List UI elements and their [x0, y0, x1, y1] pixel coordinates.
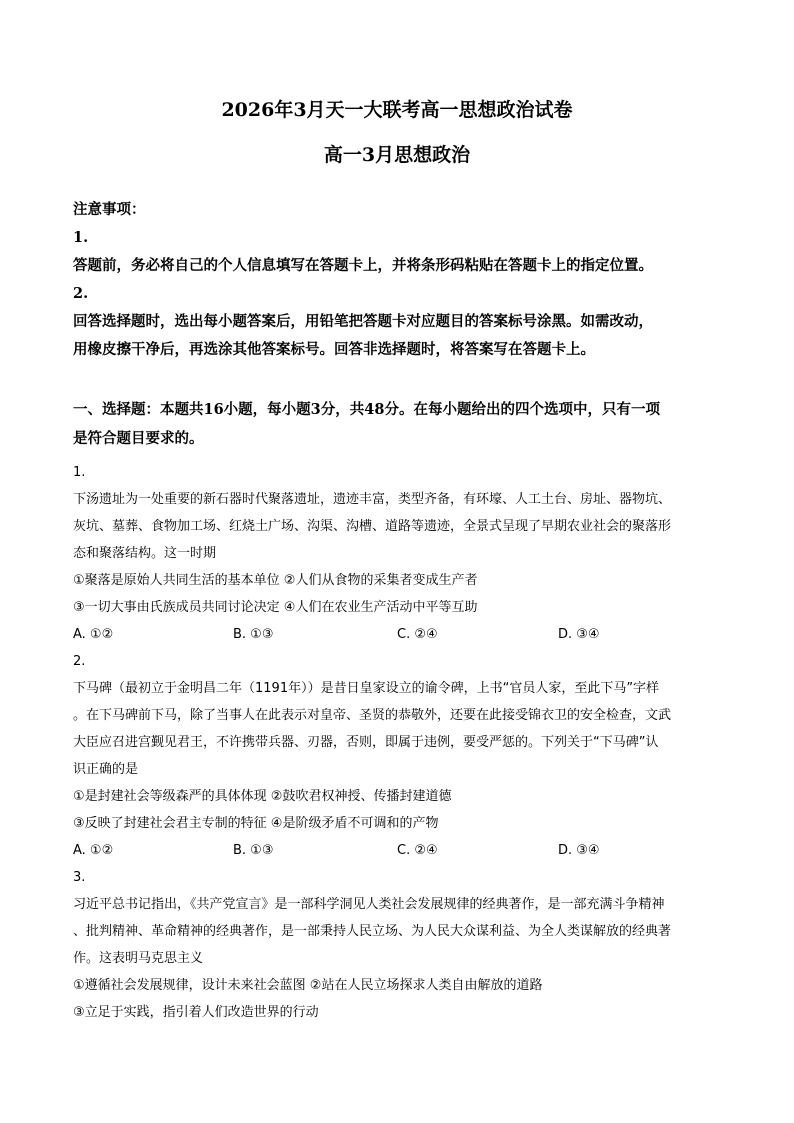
- option-b: B. ①③: [233, 627, 274, 642]
- question-stem-line: 、批判精神、革命精神的经典著作，是一部秉持人民立场、为人民大众谋利益、为全人类谋解放的经典著: [73, 924, 672, 939]
- option-a: A. ①②: [73, 627, 114, 642]
- question-stem-line: 作。这表明马克思主义: [73, 951, 204, 966]
- section-line: 是符合题目要求的。: [73, 430, 204, 447]
- question-number: 3.: [73, 870, 86, 885]
- notes-block: [73, 196, 733, 364]
- question-stem-line: 态和聚落结构。这一时期: [73, 546, 217, 561]
- question-stem-line: 大臣应召进宫觐见君王，不许携带兵器、刃器，否则，即属于违例，要受严惩的。下列关于“下马碑”认: [73, 735, 659, 750]
- option-d: D. ③④: [558, 627, 600, 642]
- option-b: B. ①③: [233, 843, 274, 858]
- question-number: 1.: [73, 465, 86, 480]
- question-stem-line: 习近平总书记指出，《共产党宣言》是一部科学洞见人类社会发展规律的经典著作，是一部充满斗争精神: [73, 897, 665, 912]
- option-a: A. ①②: [73, 843, 114, 858]
- question-stem-line: 下汤遗址为一处重要的新石器时代聚落遗址，遗迹丰富，类型齐备，有环壕、人工土台、房址、器物坑、: [73, 492, 672, 507]
- notes-line: 回答选择题时，选出每小题答案后，用铅笔把答题卡对应题目的答案标号涂黑。如需改动，: [73, 313, 653, 330]
- notes-line: 2.: [73, 285, 89, 302]
- question-1: [73, 459, 733, 648]
- questions-list: [73, 459, 733, 1026]
- notes-line: 用橡皮擦干净后，再选涂其他答案标号。回答非选择题时，将答案写在答题卡上。: [73, 341, 595, 358]
- exam-subtitle: 高一3月思想政治: [323, 144, 471, 166]
- question-stem-line: 。在下马碑前下马，除了当事人在此表示对皇帝、圣贤的恭敬外，还要在此接受锦衣卫的安全检查，文武: [73, 708, 672, 723]
- notes-line: 1.: [73, 229, 89, 246]
- question-statement: ①遵循社会发展规律，设计未来社会蓝图 ②站在人民立场探求人类自由解放的道路: [73, 978, 543, 993]
- exam-title: 2026年3月天一大联考高一思想政治试卷: [221, 99, 573, 121]
- answer-options: [73, 621, 733, 648]
- question-2: [73, 648, 733, 864]
- answer-options: [73, 837, 733, 864]
- option-d: D. ③④: [558, 843, 600, 858]
- section-heading: [73, 395, 733, 453]
- question-statement: ①聚落是原始人共同生活的基本单位 ②人们从食物的采集者变成生产者: [73, 573, 478, 588]
- question-statement: ③立足于实践，指引着人们改造世界的行动: [73, 1005, 319, 1020]
- option-c: C. ②④: [397, 843, 438, 858]
- question-stem-line: 识正确的是: [73, 762, 139, 777]
- notes-heading: 注意事项：: [73, 201, 146, 218]
- notes-line: 答题前，务必将自己的个人信息填写在答题卡上，并将条形码粘贴在答题卡上的指定位置。: [73, 257, 653, 274]
- question-stem-line: 灰坑、墓葬、食物加工场、红烧土广场、沟渠、沟槽、道路等遗迹，全景式呈现了早期农业社会的聚落形: [73, 519, 672, 534]
- section-line: 一、选择题：本题共16小题，每小题3分，共48分。在每小题给出的四个选项中，只有一项: [73, 401, 660, 418]
- question-statement: ③反映了封建社会君主专制的特征 ④是阶级矛盾不可调和的产物: [73, 816, 439, 831]
- option-c: C. ②④: [397, 627, 438, 642]
- question-3: [73, 864, 733, 1026]
- question-statement: ①是封建社会等级森严的具体体现 ②鼓吹君权神授、传播封建道德: [73, 789, 452, 804]
- question-stem-line: 下马碑（最初立于金明昌二年（1191年））是昔日皇家设立的谕令碑，上书“官员人家，至此下马”字样: [73, 681, 660, 696]
- question-statement: ③一切大事由氏族成员共同讨论决定 ④人们在农业生产活动中平等互助: [73, 600, 478, 615]
- question-number: 2.: [73, 654, 86, 669]
